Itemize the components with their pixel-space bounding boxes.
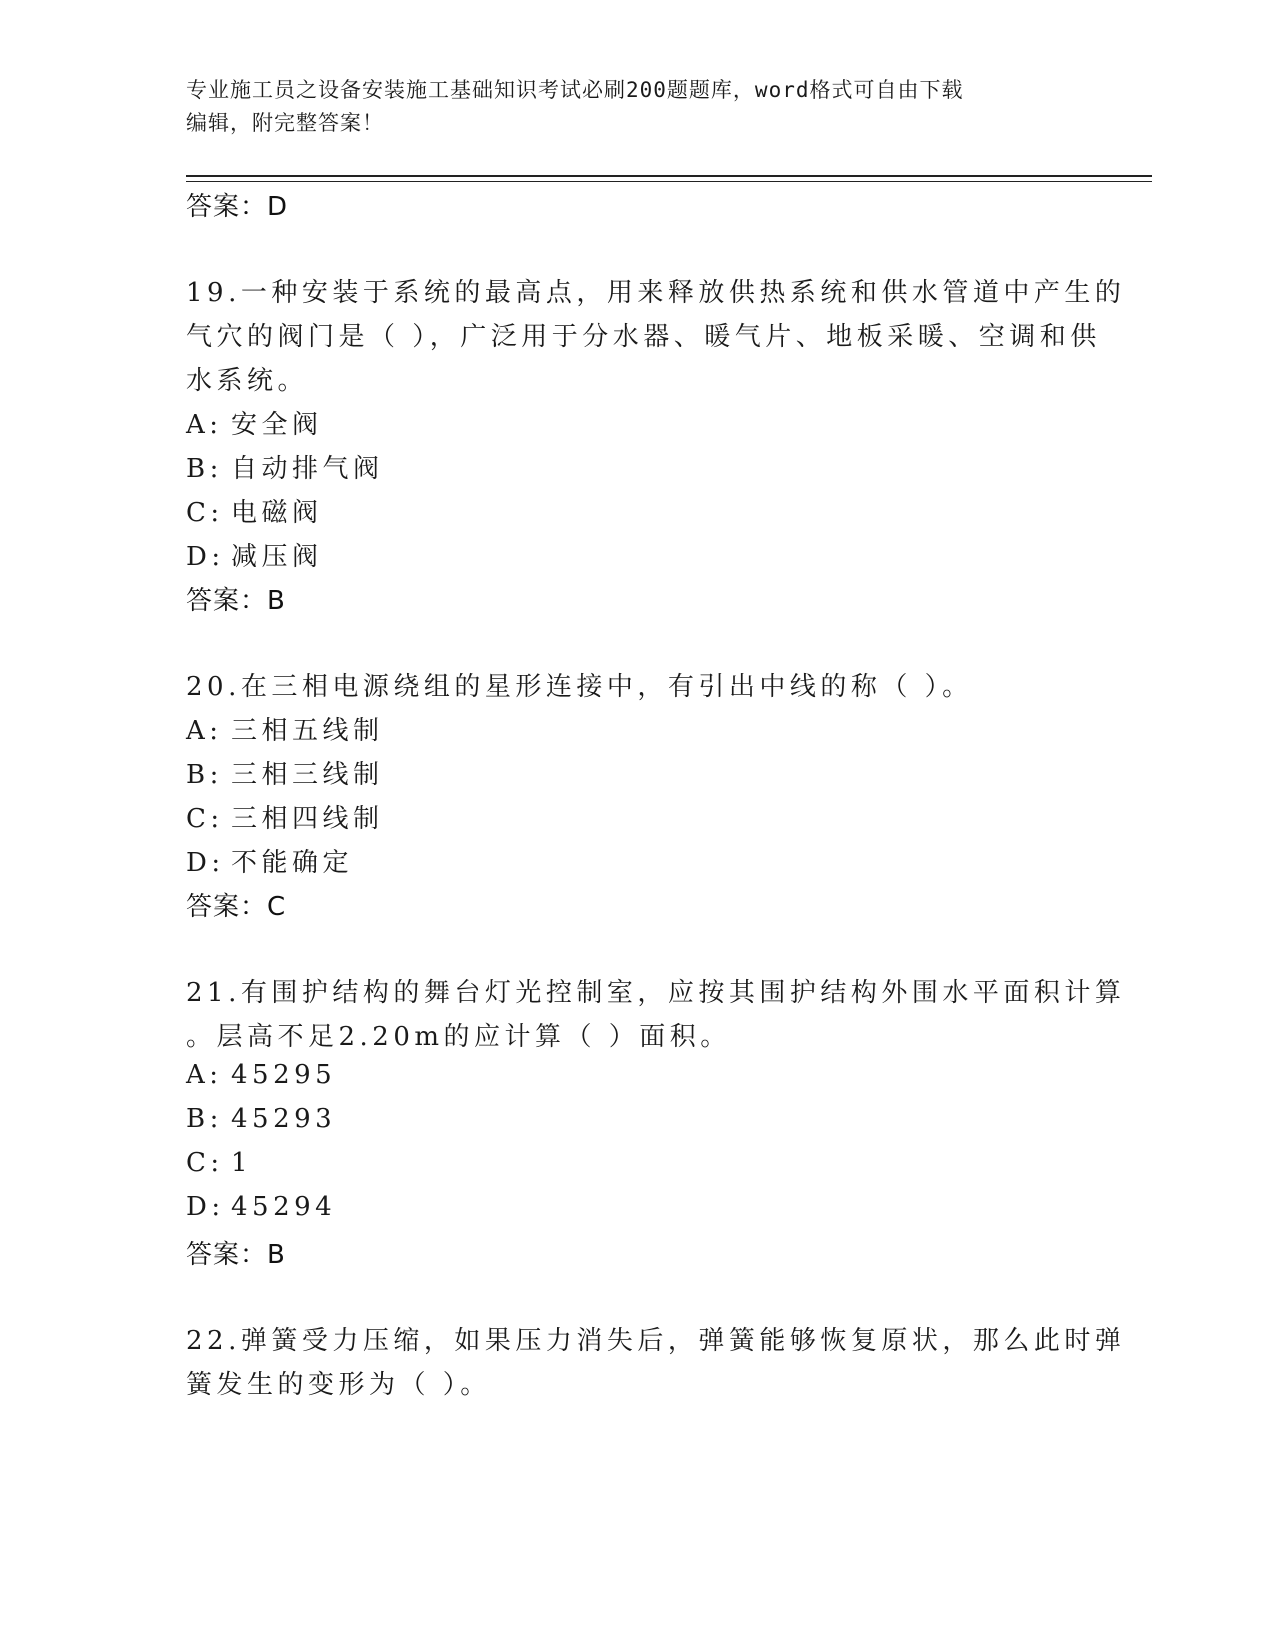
question-21-option-a xyxy=(186,1060,336,1090)
header-divider xyxy=(186,175,1152,177)
question-21-option-c xyxy=(186,1148,252,1178)
question-20-line-1: 20.在三相电源绕组的星形连接中，有引出中线的称（ ）。 xyxy=(186,672,973,702)
option-text: 减压阀 xyxy=(231,542,323,572)
option-letter: B: xyxy=(186,760,223,790)
question-20-option-b xyxy=(186,754,384,791)
option-text: 三相五线制 xyxy=(231,716,384,746)
option-text: 电磁阀 xyxy=(231,498,323,528)
option-text: 安全阀 xyxy=(231,410,323,440)
question-19-option-b xyxy=(186,448,384,485)
option-letter: A: xyxy=(186,1060,223,1090)
question-19-answer: 答案：B xyxy=(186,586,286,616)
option-text: 45294 xyxy=(231,1192,337,1222)
option-letter: D: xyxy=(186,542,225,572)
option-letter: B: xyxy=(186,454,223,484)
option-text: 不能确定 xyxy=(231,848,354,878)
question-19-option-a xyxy=(186,404,323,441)
option-letter: A: xyxy=(186,410,223,440)
option-letter: C: xyxy=(186,498,224,528)
option-text: 三相三线制 xyxy=(231,760,384,790)
question-20-option-a xyxy=(186,710,384,747)
option-letter: D: xyxy=(186,1192,225,1222)
question-21-option-b xyxy=(186,1104,336,1134)
answer-previous: 答案：D xyxy=(186,192,289,222)
option-letter: A: xyxy=(186,716,223,746)
option-text: 三相四线制 xyxy=(231,804,384,834)
question-21-line-1: 21.有围护结构的舞台灯光控制室，应按其围护结构外围水平面积计算 xyxy=(186,978,1126,1008)
option-letter: D: xyxy=(186,848,225,878)
question-19-line-3: 水系统。 xyxy=(186,366,309,396)
question-20-answer: 答案：C xyxy=(186,892,287,922)
question-21-line-2: 。层高不足2.20m的应计算（ ）面积。 xyxy=(186,1022,731,1052)
question-19-option-c xyxy=(186,492,323,529)
option-letter: B: xyxy=(186,1104,223,1134)
header-line-2: 编辑，附完整答案！ xyxy=(186,111,384,135)
document-header xyxy=(186,74,1086,140)
option-text: 自动排气阀 xyxy=(231,454,384,484)
question-21-answer: 答案：B xyxy=(186,1240,286,1270)
question-20-option-c xyxy=(186,798,384,835)
option-text: 1 xyxy=(231,1148,253,1178)
question-19-line-2: 气穴的阀门是（ ），广泛用于分水器、暖气片、地板采暖、空调和供 xyxy=(186,322,1101,352)
option-text: 45293 xyxy=(231,1104,337,1134)
option-letter: C: xyxy=(186,1148,224,1178)
question-22-line-1: 22.弹簧受力压缩，如果压力消失后，弹簧能够恢复原状，那么此时弹 xyxy=(186,1326,1126,1356)
question-19-option-d xyxy=(186,536,323,573)
header-line-1: 专业施工员之设备安装施工基础知识考试必刷200题题库，word格式可自由下载 xyxy=(186,78,964,102)
option-text: 45295 xyxy=(231,1060,337,1090)
header-divider-thin xyxy=(186,181,1152,182)
question-21-option-d xyxy=(186,1192,336,1222)
question-19-line-1: 19.一种安装于系统的最高点，用来释放供热系统和供水管道中产生的 xyxy=(186,278,1126,308)
question-22-line-2: 簧发生的变形为（ ）。 xyxy=(186,1370,491,1400)
option-letter: C: xyxy=(186,804,224,834)
question-20-option-d xyxy=(186,842,353,879)
